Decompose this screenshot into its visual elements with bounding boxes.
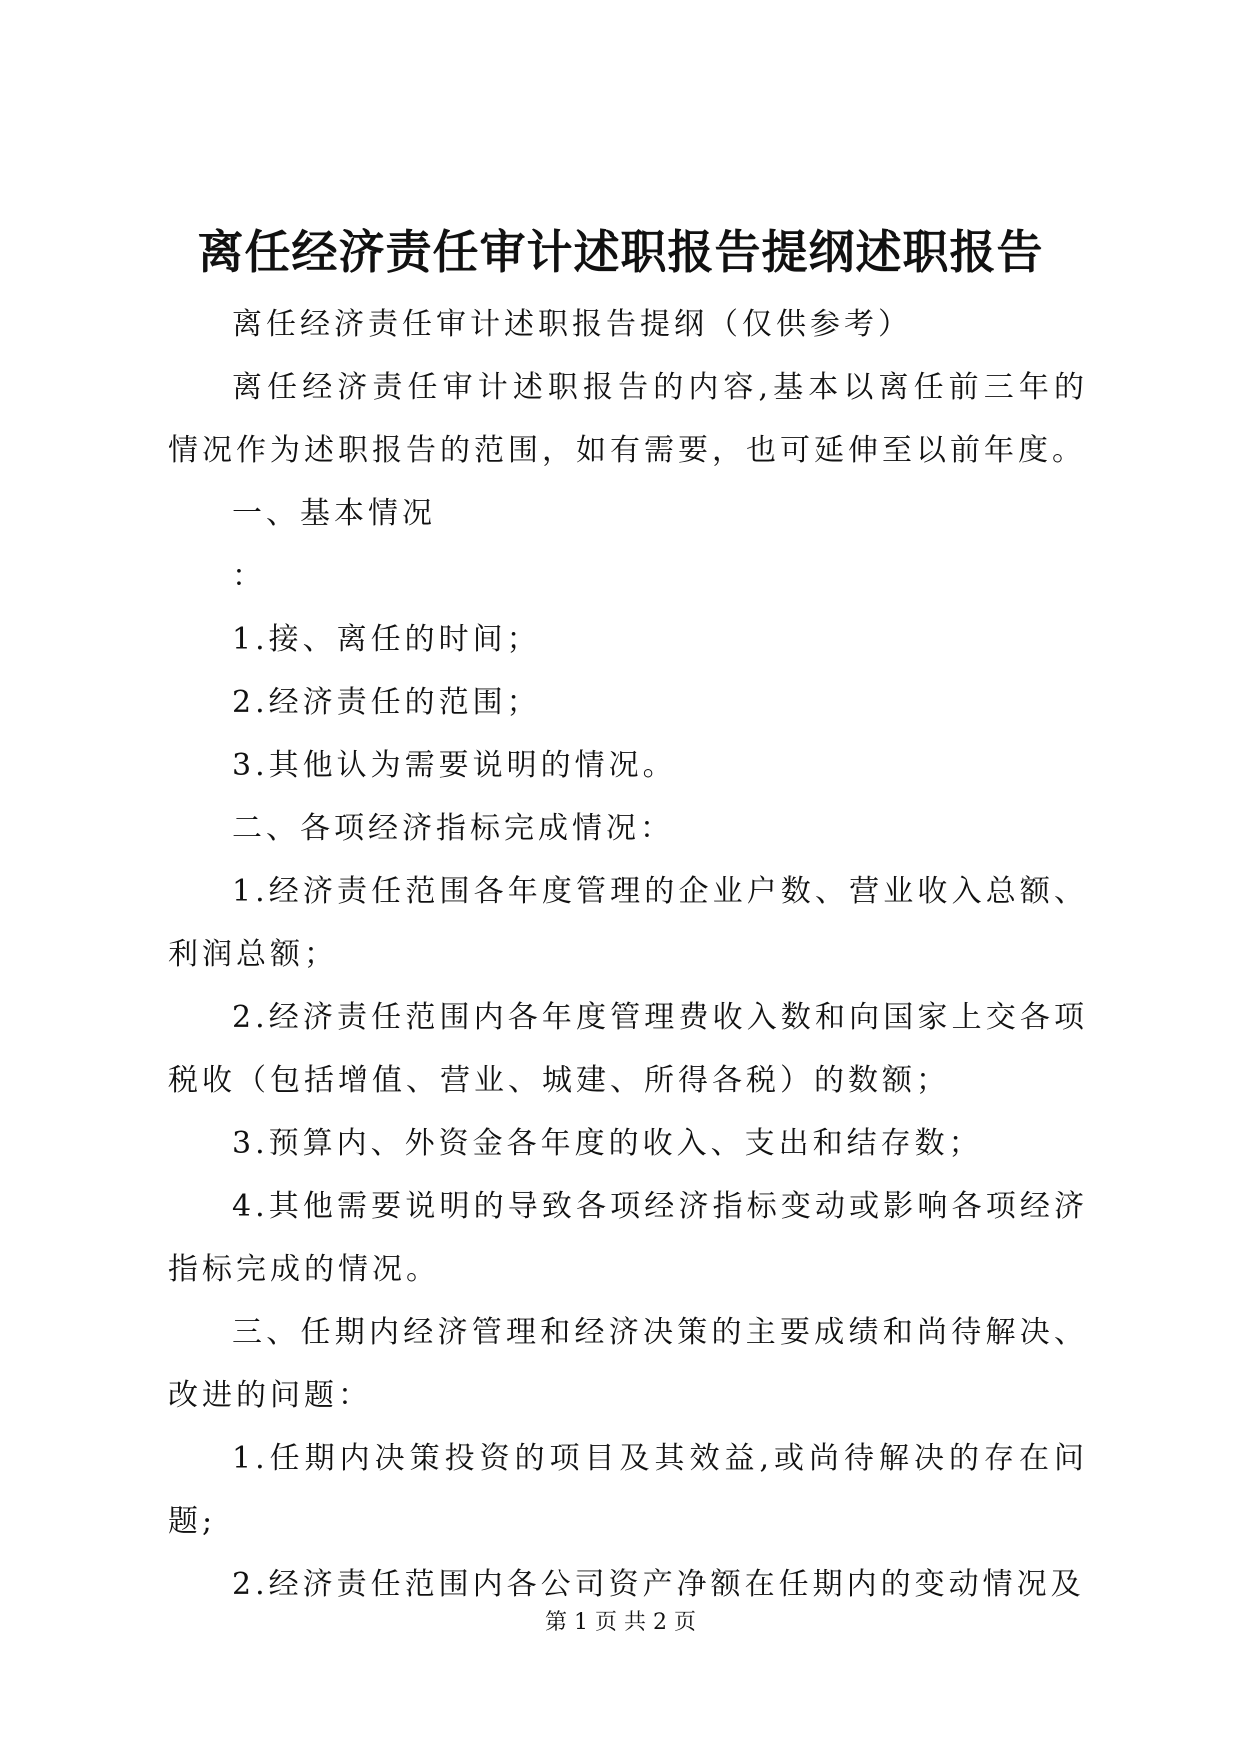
- list-item-other-situations: 3.其他认为需要说明的情况。: [232, 748, 677, 783]
- paragraph-reference-note: 离任经济责任审计述职报告提纲（仅供参考）: [232, 307, 912, 342]
- section-heading-achievements-issues: 三、任期内经济管理和经济决策的主要成绩和尚待解决、改进的问题：: [168, 1315, 1088, 1413]
- list-item-enterprise-revenue-profit: 1.经济责任范围各年度管理的企业户数、营业收入总额、利润总额；: [168, 874, 1088, 972]
- document-body: [168, 293, 1088, 1616]
- list-item-budget-funds: 3.预算内、外资金各年度的收入、支出和结存数；: [232, 1126, 983, 1161]
- section-heading-basic-info: 一、基本情况: [232, 496, 436, 531]
- list-item-net-assets-changes: 2.经济责任范围内各公司资产净额在任期内的变动情况及: [232, 1567, 1085, 1602]
- list-item-management-fees-taxes: 2.经济责任范围内各年度管理费收入数和向国家上交各项税收（包括增值、营业、城建、所得各税）的数额；: [168, 1000, 1088, 1098]
- section-heading-economic-indicators: 二、各项经济指标完成情况：: [232, 811, 674, 846]
- list-item-responsibility-scope: 2.经济责任的范围；: [232, 685, 541, 720]
- document-title: 离任经济责任审计述职报告提纲述职报告: [197, 225, 1044, 279]
- list-item-appointment-time: 1.接、离任的时间；: [232, 622, 541, 657]
- paragraph-report-scope: 离任经济责任审计述职报告的内容,基本以离任前三年的情况作为述职报告的范围，如有需要，也可延伸至以前年度。: [168, 370, 1088, 468]
- paragraph-colon: ：: [232, 559, 266, 594]
- list-item-investment-projects: 1.任期内决策投资的项目及其效益,或尚待解决的存在问题;: [168, 1441, 1088, 1539]
- page-number-footer: 第 1 页 共 2 页: [545, 1610, 696, 1635]
- list-item-indicator-changes: 4.其他需要说明的导致各项经济指标变动或影响各项经济指标完成的情况。: [168, 1189, 1088, 1287]
